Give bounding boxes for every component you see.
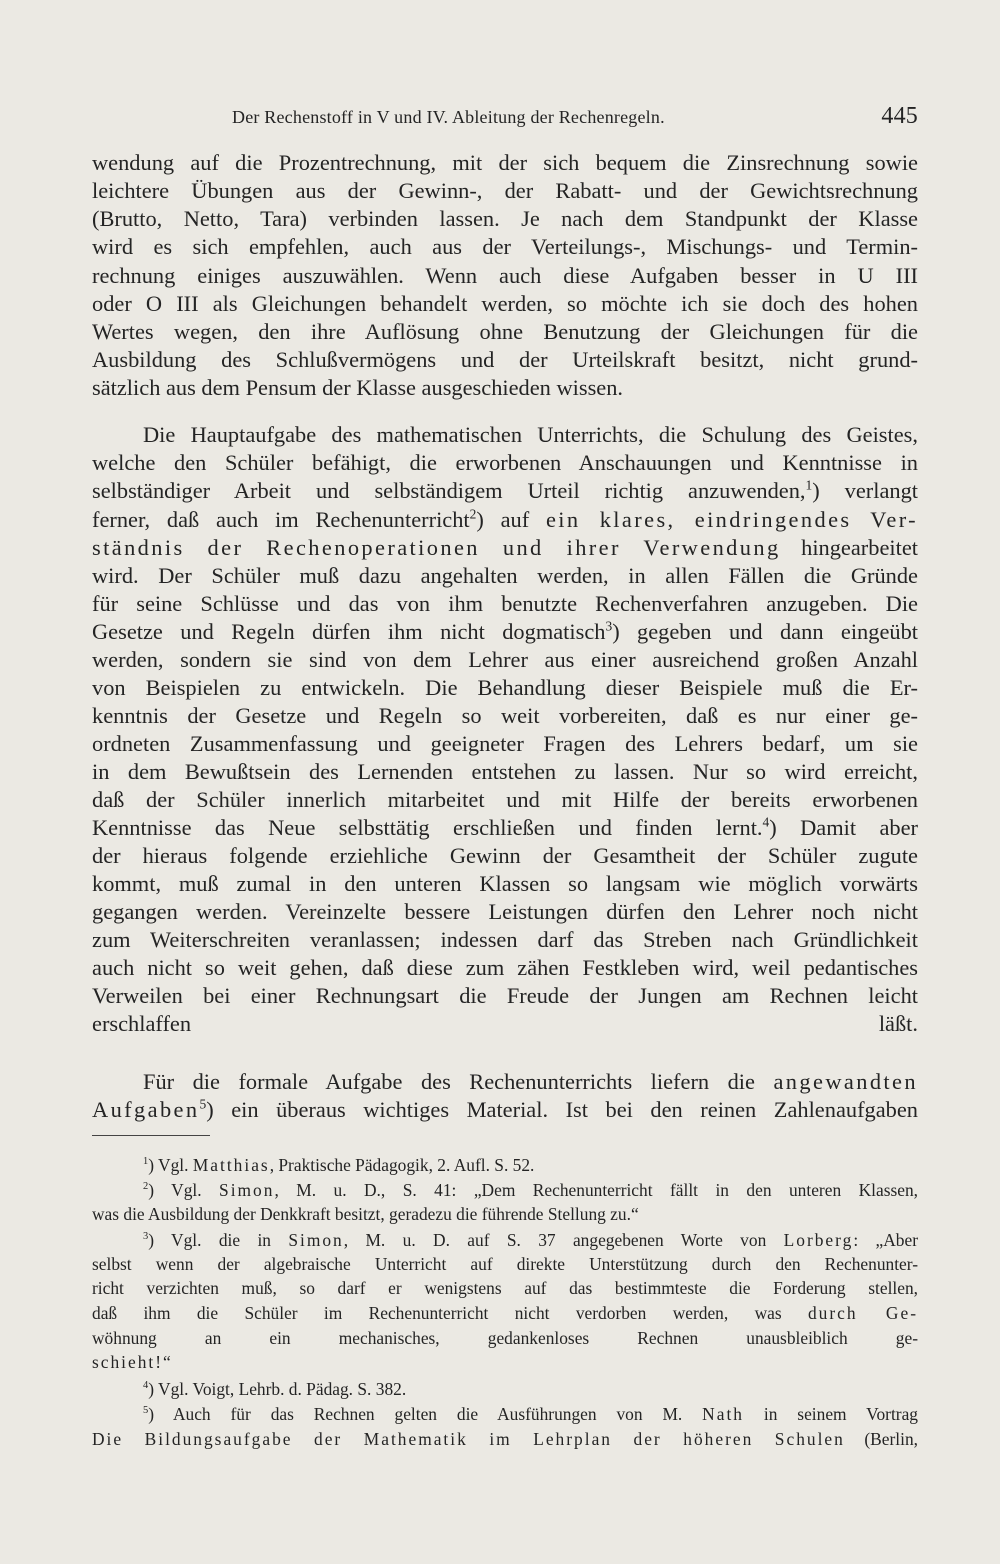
- footnote-line: was die Ausbildung der Denkkraft besitzt, geradezu die führende Stellung zu.“: [92, 1204, 639, 1224]
- text-line: gegangen werden. Vereinzelte bessere Leistungen dürfen den Lehrer noch nicht: [92, 899, 918, 924]
- text-line: erschlaffen läßt.: [92, 1011, 918, 1036]
- running-header: [92, 103, 918, 133]
- text-line: wendung auf die Prozentrechnung, mit der sich bequem die Zinsrechnung sowie: [92, 150, 918, 175]
- footnote-rule: [92, 1135, 210, 1136]
- text-line: welche den Schüler befähigt, die erworbenen Anschauungen und Kenntnisse in: [92, 450, 918, 475]
- text-line: Ausbildung des Schlußvermögens und der Urteilskraft besitzt, nicht grund-: [92, 347, 918, 372]
- text-line: selbständiger Arbeit und selbständigem Urteil richtig anzuwenden,$^1$) verlangt: [92, 477, 918, 503]
- text-line: Gesetze und Regeln dürfen ihm nicht dogmatisch$^3$) gegeben und dann eingeübt: [92, 618, 919, 644]
- text-line: [92, 1038, 918, 1066]
- text-line: sätzlich aus dem Pensum der Klasse ausgeschieden wissen.: [92, 375, 624, 400]
- footnote-3: $^3$) Vgl. die in Simon, M. u. D. auf S. 37 angegebenen Worte von Lorberg: „Aber: [143, 1230, 918, 1250]
- text-line: Wertes wegen, den ihre Auflösung ohne Benutzung der Gleichungen für die: [92, 319, 918, 344]
- text-line: in dem Bewußtsein des Lernenden entstehen zu lassen. Nur so wird erreicht,: [92, 759, 918, 784]
- text-line: Die Hauptaufgabe des mathematischen Unterrichts, die Schulung des Geistes,: [143, 422, 918, 447]
- page-number: 445: [881, 103, 918, 129]
- footnote-line: schieht!“: [92, 1352, 173, 1372]
- footnote-1: $^1$) Vgl. Matthias, Praktische Pädagogik, 2. Aufl. S. 52.: [143, 1155, 535, 1175]
- footnote-line: richt verzichten muß, so darf er wenigstens auf das bestimmteste die Forderung stellen,: [92, 1278, 918, 1298]
- text-line: zum Weiterschreiten veranlassen; indessen darf das Streben nach Gründlichkeit: [92, 927, 918, 952]
- text-line: von Beispielen zu entwickeln. Die Behandlung dieser Beispiele muß die Er-: [92, 675, 918, 700]
- text-line: daß der Schüler innerlich mitarbeitet und mit Hilfe der bereits erworbenen: [92, 787, 918, 812]
- text-line: der hieraus folgende erziehliche Gewinn der Gesamtheit der Schüler zugute: [92, 843, 918, 868]
- text-line: auch nicht so weit gehen, daß diese zum zähen Festkleben wird, weil pedantisches: [92, 955, 918, 980]
- footnote-line: Die Bildungsaufgabe der Mathematik im Lehrplan der höheren Schulen (Berlin,: [92, 1429, 918, 1449]
- text-line: leichtere Übungen aus der Gewinn-, der Rabatt- und der Gewichtsrechnung: [92, 178, 918, 203]
- text-line: wird es sich empfehlen, auch aus der Verteilungs-, Mischungs- und Termin-: [92, 234, 918, 259]
- text-line: Verweilen bei einer Rechnungsart die Freude der Jungen am Rechnen leicht: [92, 983, 918, 1008]
- text-line: ferner, daß auch im Rechenunterricht$^2$) auf ein klares, eindringendes Ver-: [92, 506, 918, 532]
- text-line: ständnis der Rechenoperationen und ihrer Verwendung hingearbeitet: [92, 535, 918, 560]
- text-line: (Brutto, Netto, Tara) verbinden lassen. Je nach dem Standpunkt der Klasse: [92, 206, 918, 231]
- text-line: Für die formale Aufgabe des Rechenunterrichts liefern die angewandten: [143, 1069, 918, 1094]
- footnote-line: daß ihm die Schüler im Rechenunterricht nicht verdorben werden, was durch Ge-: [92, 1303, 918, 1323]
- text-line: für seine Schlüsse und das von ihm benutzte Rechenverfahren anzugeben. Die: [92, 591, 918, 616]
- text-line: rechnung einiges auszuwählen. Wenn auch diese Aufgaben besser in U III: [92, 263, 918, 288]
- footnote-line: wöhnung an ein mechanisches, gedankenloses Rechnen unausbleiblich ge-: [92, 1328, 918, 1348]
- footnote-line: selbst wenn der algebraische Unterricht auf direkte Unterstützung durch den Rechenunter-: [92, 1254, 918, 1274]
- text-line: werden, sondern sie sind von dem Lehrer aus einer ausreichend großen Anzahl: [92, 647, 918, 672]
- text-line: Aufgaben$^5$) ein überaus wichtiges Material. Ist bei den reinen Zahlenaufgaben: [92, 1096, 918, 1122]
- running-title: Der Rechenstoff in V und IV. Ableitung der Rechenregeln.: [232, 107, 665, 127]
- text-line: ordneten Zusammenfassung und geeigneter Fragen des Lehrers bedarf, um sie: [92, 731, 918, 756]
- text-line: kommt, muß zumal in den unteren Klassen so langsam wie möglich vorwärts: [92, 871, 918, 896]
- footnote-4: $^4$) Vgl. Voigt, Lehrb. d. Pädag. S. 382.: [143, 1379, 407, 1399]
- text-line: oder O III als Gleichungen behandelt werden, so möchte ich sie doch des hohen: [92, 291, 918, 316]
- footnote-5: $^5$) Auch für das Rechnen gelten die Ausführungen von M. Nath in seinem Vortrag: [143, 1404, 918, 1424]
- text-line: Kenntnisse das Neue selbsttätig erschließen und finden lernt.$^4$) Damit aber: [92, 814, 918, 840]
- text-line: wird. Der Schüler muß dazu angehalten werden, in allen Fällen die Gründe: [92, 563, 918, 588]
- footnote-2: $^2$) Vgl. Simon, M. u. D., S. 41: „Dem Rechenunterricht fällt in den unteren Klassen,: [143, 1180, 918, 1200]
- text-line: kenntnis der Gesetze und Regeln so weit vorbereiten, daß es nur einer ge-: [92, 703, 918, 728]
